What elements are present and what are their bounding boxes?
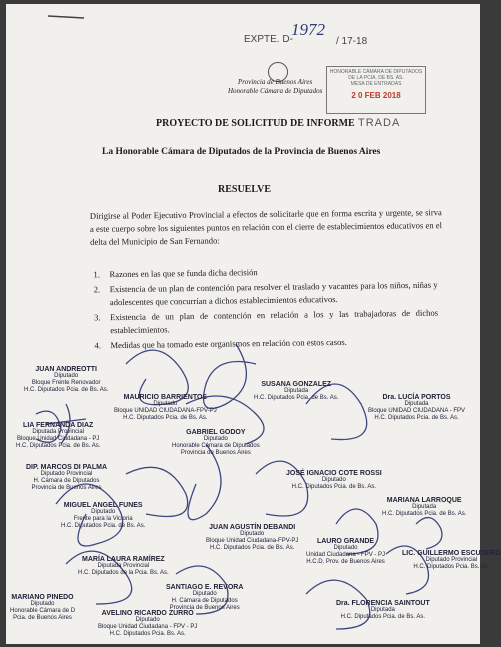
stamp-line-3: MESA DE ENTRADAS [350, 81, 402, 87]
document-page [6, 4, 501, 644]
file-number-label: EXPTE. D- [244, 34, 293, 45]
signature-ramirez: MARÍA LAURA RAMÍREZ Diputada Provincial H.C. Diputados de la Pcia. Bs. As. [78, 556, 169, 576]
signature-portos: Dra. LUCÍA PORTOS Diputada Bloque UNIDAD CIUDADANA - FPV H.C. Diputados Pcia. de Bs. As. [368, 394, 466, 421]
file-number-year: / 17-18 [336, 36, 368, 47]
signature-gonzalez: SUSANA GONZALEZ Diputada H.C. Diputados Pcia. de Bs. As. [254, 381, 339, 401]
signature-grande: LAURO GRANDE Diputado Unidad Ciudadana - FPV - PJ H.C.D. Prov. de Buenos Aires [306, 538, 386, 565]
signature-cote-rossi: JOSÉ IGNACIO COTE ROSSI Diputado H.C. Diputados Pcia. de Bs. As. [286, 470, 382, 490]
signature-zurro: AVELINO RICARDO ZURRO Diputado Bloque Unidad Ciudadana - FPV - PJ H.C. Diputados Pcia. Bs. As. [98, 610, 198, 637]
list-item: 3. Existencia de un plan de contención en relación a los y las trabajadoras de dichos establecimientos. [94, 307, 439, 336]
signature-pineda: MARIANO PINEDO Diputado Honorable Cámara de D Pcia. de Buenos Aires [10, 594, 76, 621]
intro-paragraph: Dirigirse al Poder Ejecutivo Provincial a efectos de solicitarle que en forma escrita y urgente, se sirva a este cuerpo sobre los siguientes puntos en relación con el cierre de establecimientos educativos en el delta del Municipio de San Fernando: [89, 207, 443, 247]
signature-andreotti: JUAN ANDREOTTI Diputado Bloque Frente Renovador H.C. Diputados Pcia. de Bs. As. [24, 366, 109, 393]
institution-line-2: Honorable Cámara de Diputados [228, 87, 323, 95]
document-title: PROYECTO DE SOLICITUD DE INFORME [156, 118, 355, 129]
signature-funes: MIGUEL ANGEL FUNES Diputado Frente para la Victoria H.C. Diputados Pcia. de Bs. As. [61, 502, 146, 529]
signature-depalma: DIP. MARCOS DI PALMA Diputado Provincial H. Cámara de Diputados Provincia de Buenos Aires [26, 464, 108, 491]
list-item: 2. Existencia de un plan de contención para resolver el traslado y vacantes para los niños, niñas y adolescentes que concurrían a dichos establecimientos educativos. [93, 279, 438, 308]
signature-escudero: LIC. GUILLERMO ESCUDERO Diputado Provincial H.C. Diputados Pcia. Bs. As. [402, 550, 501, 570]
stamp-line-1: HONORABLE CÁMARA DE DIPUTADOS [329, 69, 423, 75]
signature-godoy: GABRIEL GODOY Diputado Honorable Cámara de Diputados Provincia de Buenos Aires [172, 429, 260, 456]
list-item: 4. Medidas que ha tomado este organismos en relación con estos casos. [94, 336, 347, 351]
signature-diaz: LIA FERNANDA DIAZ Diputada Provincial Bloque Unidad Ciudadana - PJ H.C. Diputados Pcia. de Bs. As. [16, 422, 101, 449]
signature-saintout: Dra. FLORENCIA SAINTOUT Diputada H.C. Diputados Pcia. de Bs. As. [336, 600, 430, 620]
list-item: 1. Razones en las que se funda dicha decisión [93, 267, 258, 280]
stamp-date: 2 0 FEB 2018 [351, 91, 401, 100]
stamp-line-2: DE LA PCIA. DE BS. AS. [348, 75, 404, 81]
signature-revora: SANTIAGO E. REVORA Diputado H. Cámara de Diputados Provincia de Buenos Aires [166, 584, 244, 611]
stamp-entrada: TRADA [358, 117, 401, 129]
signature-debandi: JUAN AGUSTÍN DEBANDI Diputado Bloque Unidad Ciudadana-FPV-PJ H.C. Diputados Pcia. de Bs. As. [206, 524, 299, 551]
chamber-heading: La Honorable Cámara de Diputados de la Provincia de Buenos Aires [102, 147, 381, 157]
resolve-heading: RESUELVE [218, 184, 271, 195]
institution-line-1: Provincia de Buenos Aires [238, 78, 313, 86]
signature-barrientos: MAURICIO BARRIENTOS Diputado Bloque UNIDAD CIUDADANA-FPV-PJ H.C. Diputados Pcia. de Bs. As. [114, 394, 217, 421]
file-number-handwritten: 1972 [291, 20, 325, 39]
signature-larroque: MARIANA LARROQUE Diputada H.C. Diputados Pcia. de Bs. As. [382, 497, 467, 517]
